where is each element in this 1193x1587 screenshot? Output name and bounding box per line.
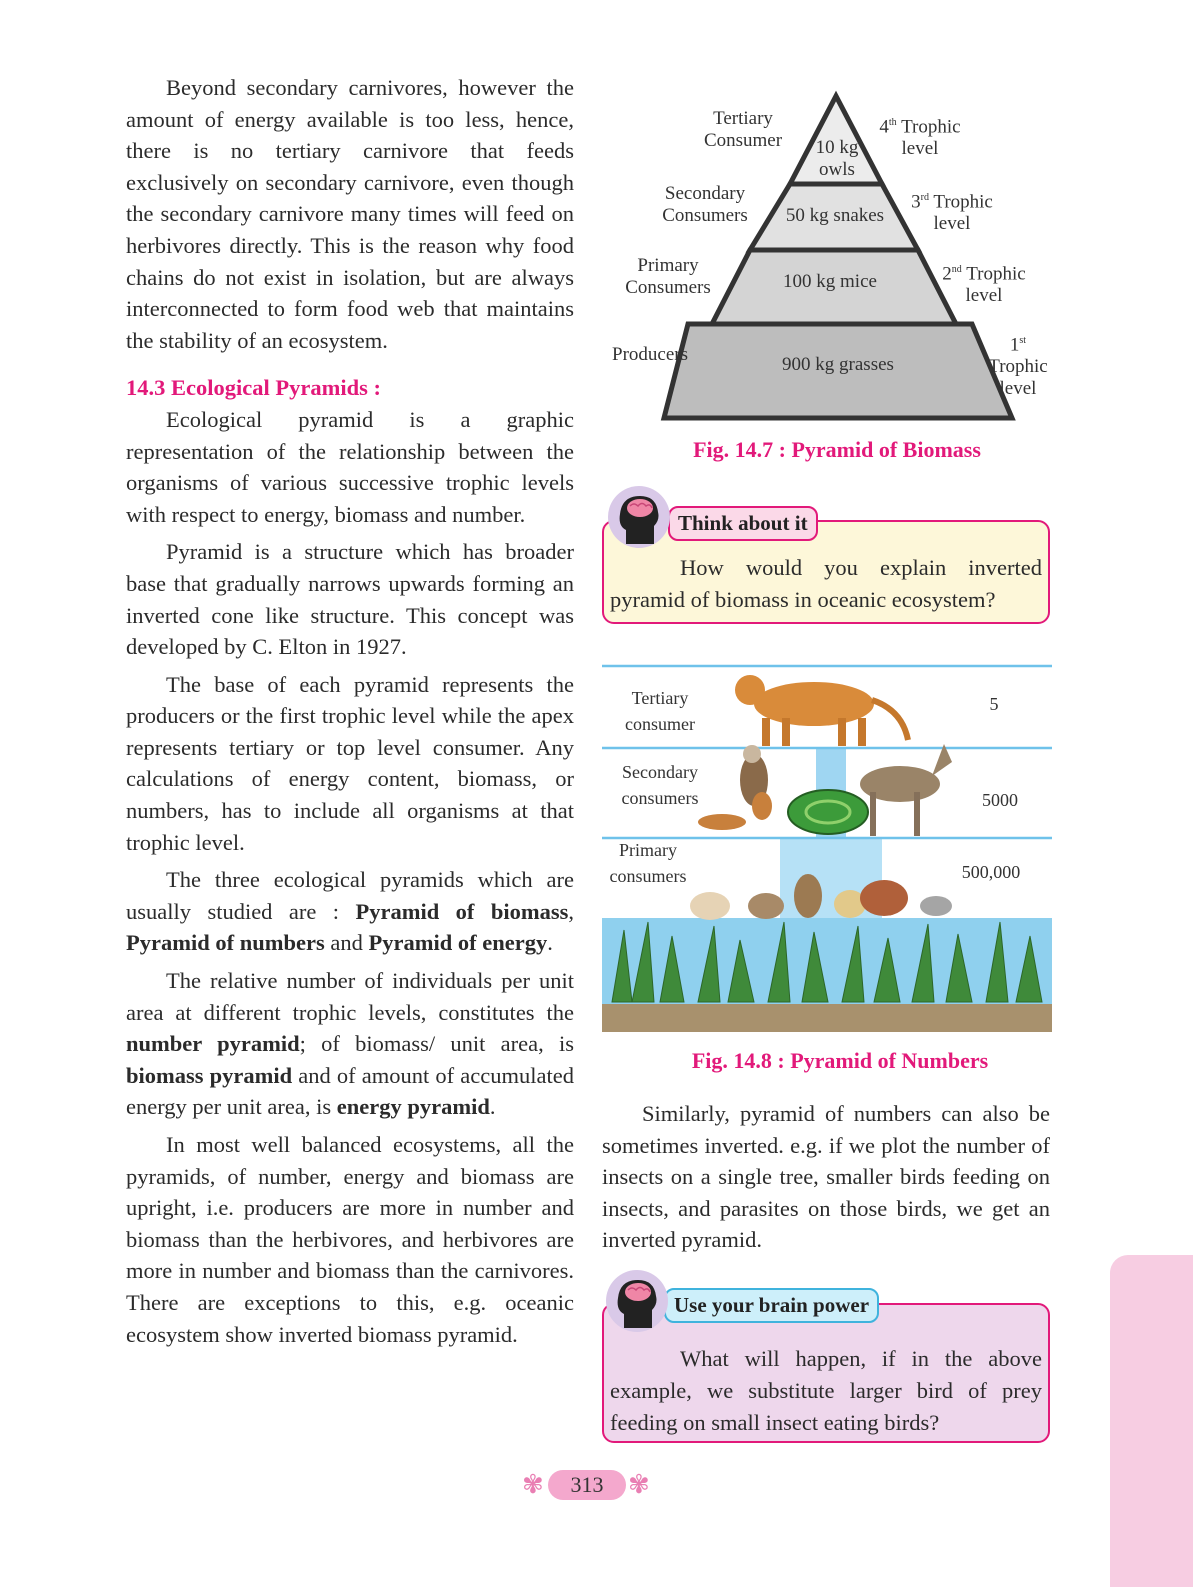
bold-term: number pyramid [126, 1031, 300, 1057]
level-number: 3 [911, 191, 921, 213]
paragraph [126, 965, 574, 1123]
consumer-label: Primary Consumers [625, 255, 711, 298]
right-column-paragraph [602, 1098, 1050, 1262]
level-suffix: th [888, 117, 897, 128]
level-number: 2 [942, 263, 952, 285]
flower-ornament-icon: ✾ [522, 1470, 544, 1499]
paragraph: Ecological pyramid is a graphic representation of the relationship between the organisms of various successive trophic levels with respect to energy, biomass and number. [126, 406, 574, 527]
numbers-row-label [596, 837, 700, 889]
tier-value: 900 kg grasses [782, 354, 894, 375]
section-title: 14.3 Ecological Pyramids : [126, 375, 381, 401]
text-span: and of amount of accumulated energy per unit area, is [126, 1062, 574, 1120]
trophic-level-label [874, 112, 966, 160]
level-text: Trophic level [965, 263, 1026, 307]
think-about-it-tag: Think about it [668, 506, 818, 541]
text-span: , [568, 898, 574, 924]
row-label-line: Tertiary [631, 688, 689, 708]
row-label-line: Secondary [622, 762, 698, 782]
flower-ornament-icon: ✾ [628, 1470, 650, 1499]
text-span: The three ecological pyramids which are usually studied are : [126, 867, 574, 924]
tier-value: 50 kg snakes [785, 205, 885, 226]
left-column [126, 72, 574, 1356]
tier-value: 10 kg owls [815, 137, 859, 180]
page-number: 313 [548, 1470, 626, 1500]
brain-power-text: What will happen, if in the above example, we substitute larger bird of prey feeding on small insect eating birds? [610, 1346, 1042, 1435]
soil [602, 1002, 1052, 1032]
level-number: 1 [1009, 334, 1020, 356]
figure-caption: Fig. 14.7 : Pyramid of Biomass [693, 437, 981, 462]
row-label-line: Primary [619, 840, 677, 860]
text-span: ; of biomass/ unit area, is [299, 1031, 574, 1057]
level-text: Trophic level [933, 191, 993, 235]
text-span: . [489, 1094, 496, 1120]
paragraph: The base of each pyramid represents the producers or the first trophic level while the apex represents tertiary or top level consumer. Any calculations of energy content, biomass, or numbers, has to include all organisms at that trophic level. [126, 671, 574, 855]
numbers-row-count: 500,000 [961, 862, 1021, 882]
text-span: The relative number of individuals per unit area at different trophic levels, constitutes the [126, 968, 574, 1025]
row-label-line: consumer [625, 714, 695, 734]
consumer-label: Tertiary Consumer [703, 108, 783, 151]
level-number: 4 [879, 116, 889, 138]
paragraph: Pyramid is a structure which has broader base that gradually narrows upwards forming an inverted cone like structure. This concept was developed by C. Elton in 1927. [126, 539, 574, 660]
bold-term: energy pyramid [336, 1094, 490, 1120]
wolf-icon [860, 744, 952, 836]
trophic-level-label [938, 259, 1030, 307]
row-label-line: consumers [621, 788, 699, 808]
level-suffix: rd [920, 192, 929, 203]
trophic-level-label [986, 330, 1050, 400]
bold-term: Pyramid of numbers [126, 930, 325, 956]
brain-power-box [602, 1303, 1050, 1443]
consumer-label: Producers [612, 344, 688, 365]
paragraph: In most well balanced ecosystems, all the pyramids, of number, energy and biomass are upright, i.e. producers are more in number and biomass than the herbivores, and herbivores are more in number and biomass than the carnivores. There are exceptions to this, e.g. oceanic ecosystem show inverted biomass pyramid. [126, 1132, 574, 1347]
snake-icon [788, 790, 868, 834]
trophic-level-label [906, 187, 998, 235]
puma-icon [735, 675, 908, 746]
side-tab [1110, 1255, 1193, 1587]
brain-head-icon [608, 486, 670, 548]
level-text: Trophic level [988, 356, 1048, 400]
bold-term: biomass pyramid [126, 1062, 293, 1088]
brain-power-tag: Use your brain power [664, 1288, 879, 1323]
text-span: . [547, 930, 553, 956]
brain-head-icon [606, 1270, 668, 1332]
text-span: and [324, 930, 369, 956]
paragraph: Similarly, pyramid of numbers can also be sometimes inverted. e.g. if we plot the number of insects on a single tree, smaller birds feeding on insects, and parasites on those birds, we get an inverted pyramid. [602, 1101, 1050, 1253]
paragraph: Beyond secondary carnivores, however the amount of energy available is too less, hence, there is no tertiary carnivore that feeds exclusively on secondary carnivore, even though the secondary carnivore many times will feed on herbivores directly. This is the reason why food chains do not exist in isolation, but are always interconnected to form food web that maintains the stability of an ecosystem. [126, 75, 574, 353]
numbers-row-count: 5000 [982, 790, 1018, 810]
row-label-line: consumers [609, 866, 687, 886]
bold-term: Pyramid of biomass [355, 898, 569, 924]
numbers-row-count: 5 [989, 694, 999, 714]
consumer-label: Secondary Consumers [662, 183, 748, 226]
numbers-row-label [604, 685, 716, 737]
think-about-it-text: How would you explain inverted pyramid of biomass in oceanic ecosystem? [610, 555, 1042, 612]
level-text: Trophic level [901, 116, 961, 160]
level-suffix: nd [951, 264, 962, 275]
figure-caption: Fig. 14.8 : Pyramid of Numbers [691, 1048, 989, 1073]
bold-term: Pyramid of energy [368, 930, 548, 956]
numbers-row-label [604, 759, 716, 811]
tier-value: 100 kg mice [783, 271, 877, 292]
level-suffix: st [1019, 335, 1027, 346]
paragraph [126, 864, 574, 959]
